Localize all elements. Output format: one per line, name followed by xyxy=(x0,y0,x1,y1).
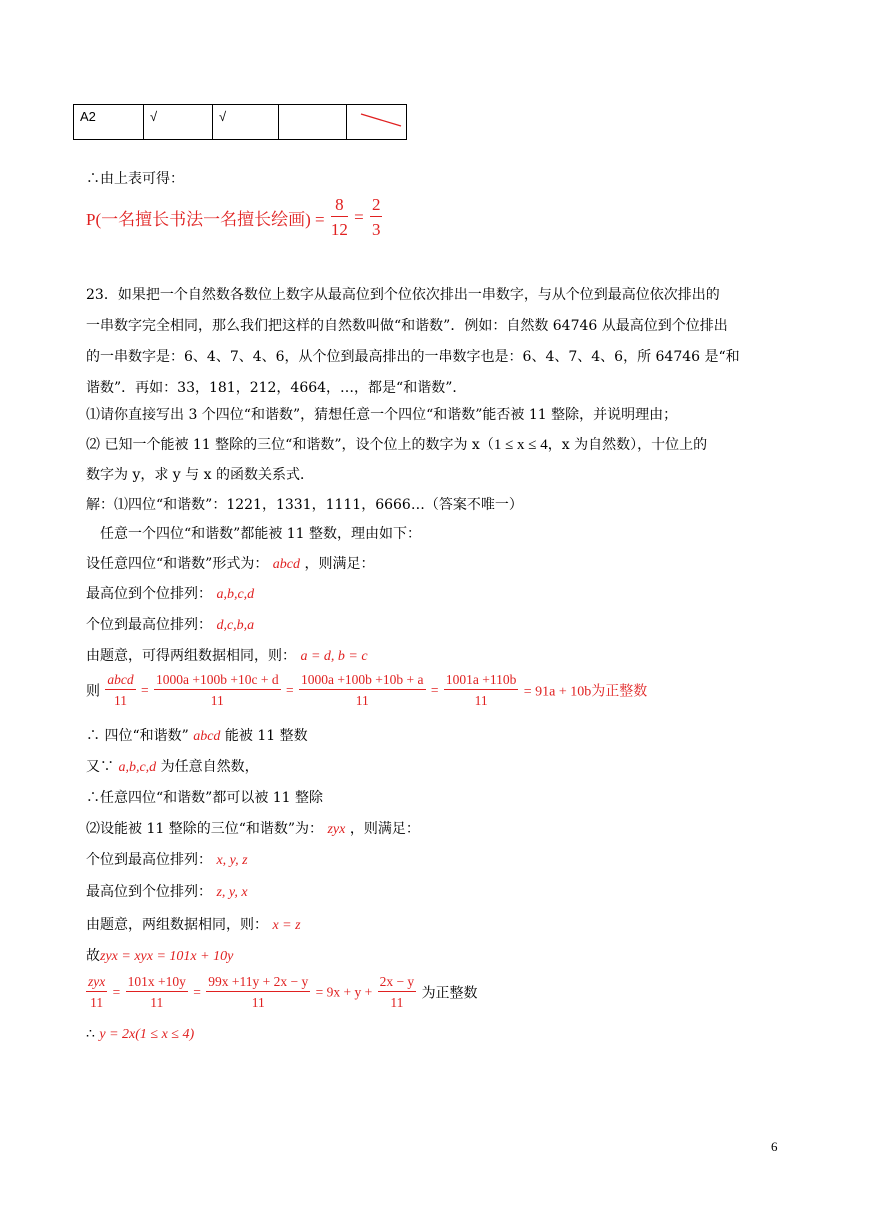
intro-text: ∴由上表可得： xyxy=(86,171,184,187)
conclusion-integer: = 91a + 10b为正整数 xyxy=(523,684,648,700)
fraction-2x-minus-y: $\frac{2x - y}{11}$ xyxy=(379,974,415,1010)
solution-final: ∴ y = 2x(1 ≤ x ≤ 4) xyxy=(86,1026,195,1042)
solution-line-9: 又∵ a,b,c,d 为任意自然数， xyxy=(86,759,259,775)
fraction-expanded-1: $\frac{1000a +100b +10c + d}{11}$ xyxy=(156,672,279,708)
table-cell-2: √ xyxy=(213,105,279,140)
q23-range-math: 1 ≤ x ≤ 4 xyxy=(493,437,548,453)
final-function: y = 2x(1 ≤ x ≤ 4) xyxy=(99,1027,195,1042)
solution-line-15: 故zyx = xyx = 101x + 10y xyxy=(86,948,234,964)
solution-line-14: 由题意，两组数据相同，则： x = z xyxy=(86,917,301,933)
solution-line-2: 任意一个四位“和谐数”都能被 11 整数，理由如下： xyxy=(100,526,422,542)
q23-line-1: 23．如果把一个自然数各数位上数字从最高位到个位依次排出一串数字，与从个位到最高位依次排出的 xyxy=(86,287,720,303)
probability-formula: P(一名擅长书法一名擅长绘画) = $\frac{8}{12}$ = $\frac{2}{3}$ xyxy=(86,195,381,239)
page-number: 6 xyxy=(771,1139,778,1154)
solution-line-5: 个位到最高位排列： d,c,b,a xyxy=(86,617,255,633)
table-cell-1: √ xyxy=(144,105,213,140)
fraction-101x-10y: $\frac{101x +10y}{11}$ xyxy=(127,974,186,1010)
solution-line-8: ∴ 四位“和谐数” abcd 能被 11 整数 xyxy=(86,728,308,744)
fraction-expanded-2: $\frac{1000a +100b +10b + a}{11}$ xyxy=(300,672,424,708)
probability-table xyxy=(73,104,407,140)
prob-lhs: P(一名擅长书法一名擅长绘画) = xyxy=(86,210,325,229)
table-row-label: A2 xyxy=(74,105,144,140)
fraction-abcd-over-11: $\frac{\text{abcd}}{11}$ xyxy=(107,672,134,708)
prob-fraction-2: $\frac{2}{3}$ xyxy=(371,195,381,239)
q23-subq-1: ⑴请你直接写出 3 个四位“和谐数”，猜想任意一个四位“和谐数”能否被 11 整除，并说明理由； xyxy=(86,407,678,423)
fraction-simplified: $\frac{1001a +110b}{11}$ xyxy=(445,672,517,708)
q23-subq-2-cont: 数字为 y，求 y 与 x 的函数关系式． xyxy=(86,467,314,483)
solution-line-1: 解：⑴四位“和谐数”：1221，1331，1111，6666…（答案不唯一） xyxy=(86,497,523,513)
fraction-99x-expanded: $\frac{99x +11y + 2x - y}{11}$ xyxy=(208,974,309,1010)
table-cell-3 xyxy=(279,105,347,140)
solution-line-3: 设任意四位“和谐数”形式为： abcd ，则满足： xyxy=(86,556,375,572)
solution-fraction-line-1: 则 $\frac{\text{abcd}}{11}$ = $\frac{1000a +100b +10c + d}{11}$ = $\frac{1000a +100b +10b + a}{11}$ = $\frac{1001a +110b}{11}$ = 91a + 10b为正整数 xyxy=(86,672,648,708)
prob-fraction-1: $\frac{8}{12}$ xyxy=(330,195,348,239)
table-cell-diagonal xyxy=(347,105,407,140)
q23-line-3: 的一串数字是：6、4、7、4、6，从个位到最高排出的一串数字也是：6、4、7、4、6，所 64746 是“和 xyxy=(86,349,740,365)
q23-line-2: 一串数字完全相同，那么我们把这样的自然数叫做“和谐数”．例如：自然数 64746 从最高位到个位排出 xyxy=(86,318,728,334)
solution-line-4: 最高位到个位排列： a,b,c,d xyxy=(86,586,255,602)
diagonal-line xyxy=(347,105,413,139)
q23-subq-2: ⑵ 已知一个能被 11 整除的三位“和谐数”，设个位上的数字为 x（1 ≤ x ≤ 4，x 为自然数），十位上的 xyxy=(86,437,708,453)
solution-line-11: ⑵设能被 11 整除的三位“和谐数”为： zyx ，则满足： xyxy=(86,821,420,837)
solution-line-10: ∴任意四位“和谐数”都可以被 11 整除 xyxy=(86,790,324,806)
solution-line-6: 由题意，可得两组数据相同，则： a = d, b = c xyxy=(86,648,368,664)
solution-line-13: 最高位到个位排列： z, y, x xyxy=(86,884,248,900)
solution-line-12: 个位到最高位排列： x, y, z xyxy=(86,852,248,868)
q23-line-4: 谐数”．再如：33，181，212，4664，…，都是“和谐数”． xyxy=(86,380,467,396)
solution-fraction-line-2: $\frac{\text{zyx}}{11}$ = $\frac{101x +10y}{11}$ = $\frac{99x +11y + 2x - y}{11}$ = 9x + y + $\frac{2x - y}{11}$ 为正整数 xyxy=(88,974,478,1010)
fraction-zyx-over-11: $\frac{\text{zyx}}{11}$ xyxy=(88,974,106,1010)
